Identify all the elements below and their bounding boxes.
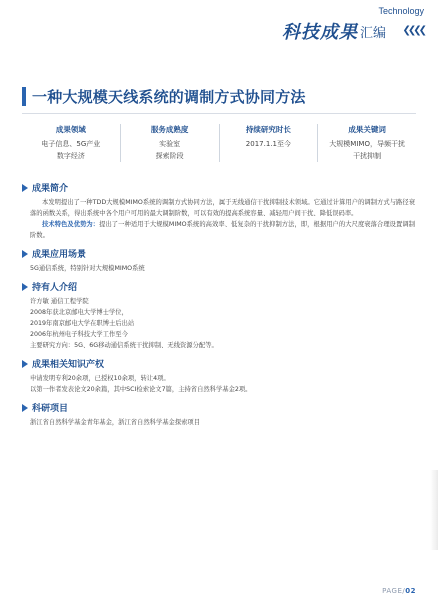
meta-duration-value: 2017.1.1至今 — [245, 140, 291, 148]
title-accent-bar — [22, 87, 26, 106]
holder-line: 许方敏 通信工程学院 — [30, 298, 89, 305]
section-title: 成果相关知识产权 — [32, 360, 105, 370]
research-line: 浙江省自然科学基金青年基金，浙江省自然科学基金探索项目 — [30, 419, 201, 426]
section-application — [30, 247, 415, 274]
section-holder — [30, 280, 415, 351]
main-content — [30, 181, 415, 434]
meta-keywords-value: 干扰抑制 — [353, 152, 382, 160]
title-divider — [22, 113, 416, 114]
features-label: 技术特色及优势为： — [42, 221, 100, 228]
meta-maturity-value: 探索阶段 — [155, 152, 184, 160]
ip-line: 以第一作者发表论文20余篇，其中SCI检索论文7篇，主持省自然科学基金2项。 — [30, 386, 252, 393]
chevron-left-icon: ❮❮❮❮ — [402, 25, 424, 36]
features-text: 提出了一种适用于大规模MIMO系统的高效率、低复杂的干扰抑制方法，即，根据用户的大尺度衰落合理设置调制阶数。 — [30, 221, 415, 239]
section-research — [30, 401, 415, 428]
holder-line: 主要研究方向：5G、6G移动通信系统干扰抑制、无线资源分配等。 — [30, 342, 218, 349]
section-ip — [30, 357, 415, 395]
meta-maturity — [121, 124, 220, 162]
meta-info-row — [22, 124, 416, 162]
brand-english: Technology — [378, 6, 424, 16]
page-title-block — [22, 86, 306, 107]
intro-paragraph: 本发明提出了一种TDD大规模MIMO系统的调制方式协同方法，属于无线通信干扰抑制技术领域。它通过计算用户的调制方式与路径衰落的函数关系，得出系统中各个用户可用的最大调制阶数，可以有效的提高系统容量、减轻用户间干扰、降低误码率。 — [30, 199, 415, 217]
triangle-right-icon — [22, 184, 28, 192]
intro-features — [30, 219, 415, 241]
holder-line: 2008年获北京邮电大学博士学位， — [30, 309, 128, 316]
meta-keywords-value: 大规模MIMO，导频干扰 — [329, 140, 405, 148]
page-title: 一种大规模天线系统的调制方式协同方法 — [32, 88, 306, 106]
brand-logo — [228, 6, 428, 58]
page-label: PAGE/ — [382, 587, 406, 595]
section-title: 成果应用场景 — [32, 250, 87, 260]
triangle-right-icon — [22, 283, 28, 291]
triangle-right-icon — [22, 404, 28, 412]
holder-line: 2019年南京邮电大学在职博士后出站 — [30, 320, 135, 327]
ip-line: 申请发明专利20余项，已授权10余项，转让4项。 — [30, 375, 170, 382]
brand-chinese-suffix: 汇编 — [359, 26, 386, 41]
meta-maturity-value: 实验室 — [159, 140, 181, 148]
section-heading — [22, 181, 415, 194]
section-heading — [22, 247, 415, 260]
section-heading — [22, 357, 415, 370]
meta-duration-label: 持续研究时长 — [245, 125, 291, 134]
meta-field-value: 数字经济 — [56, 152, 85, 160]
meta-field — [22, 124, 121, 162]
triangle-right-icon — [22, 360, 28, 368]
section-heading — [22, 280, 415, 293]
meta-keywords-label: 成果关键词 — [348, 125, 386, 134]
meta-duration — [220, 124, 319, 162]
triangle-right-icon — [22, 250, 28, 258]
application-text: 5G通信系统，特别针对大规模MIMO系统 — [30, 265, 145, 272]
meta-field-value: 电子信息、5G产业 — [41, 140, 101, 148]
section-title: 成果简介 — [32, 184, 69, 194]
meta-maturity-label: 服务成熟度 — [150, 125, 189, 134]
section-title: 持有人介绍 — [32, 283, 78, 293]
page-number-value: 02 — [405, 587, 416, 595]
meta-keywords — [318, 124, 416, 162]
holder-line: 2006年杭州电子科技大学工作至今 — [30, 331, 128, 338]
page-number — [382, 587, 416, 595]
page-edge-shadow — [430, 470, 438, 550]
meta-field-label: 成果领域 — [55, 125, 86, 134]
section-title: 科研项目 — [32, 404, 69, 414]
brand-chinese: 科技成果 — [282, 22, 358, 43]
section-heading — [22, 401, 415, 414]
section-intro — [30, 181, 415, 241]
